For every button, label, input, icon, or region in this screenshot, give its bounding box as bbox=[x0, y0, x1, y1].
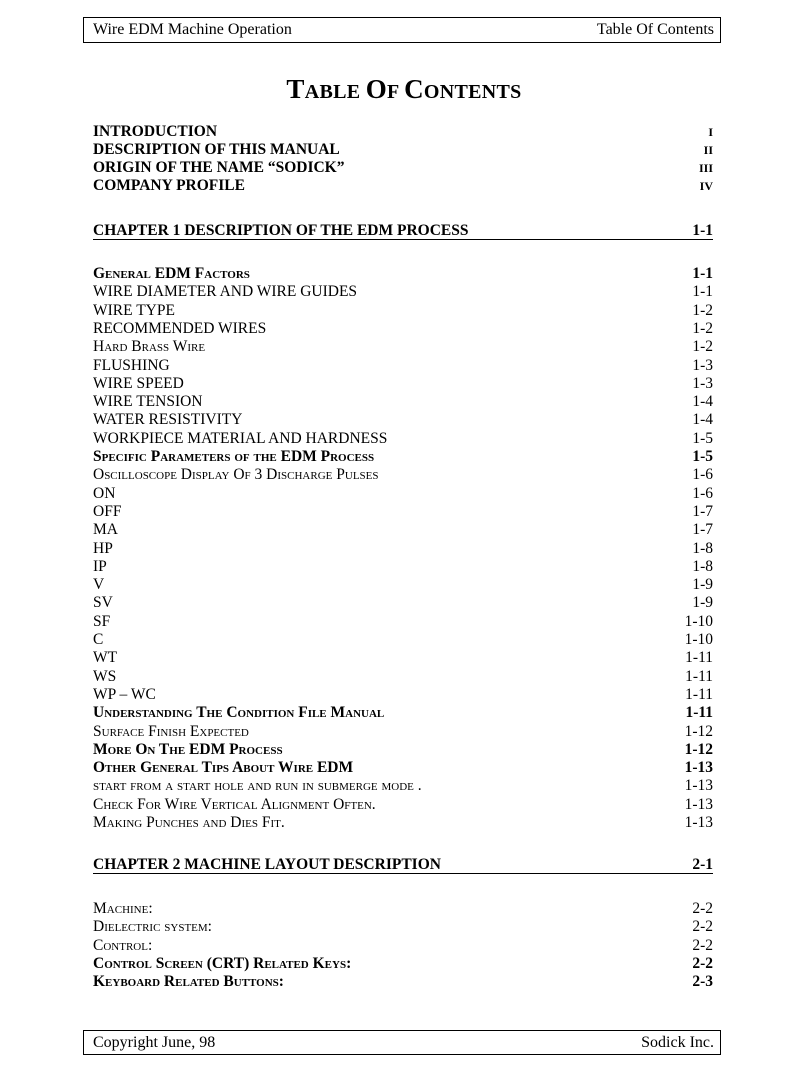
toc-entry-label: ORIGIN OF THE NAME “SODICK” bbox=[93, 159, 345, 176]
toc-entry-label: WT bbox=[93, 649, 118, 667]
toc-entry-label: MA bbox=[93, 521, 118, 539]
toc-entry-label: ON bbox=[93, 484, 116, 502]
toc-entry[interactable] bbox=[93, 265, 713, 283]
toc-entry[interactable] bbox=[93, 649, 713, 667]
toc-entry-origin[interactable] bbox=[93, 159, 713, 177]
toc-entry[interactable] bbox=[93, 955, 713, 973]
page-header bbox=[83, 17, 721, 43]
toc-entry-label: Dielectric system: bbox=[93, 918, 212, 936]
toc-entry[interactable] bbox=[93, 320, 713, 338]
toc-entry[interactable] bbox=[93, 741, 713, 759]
toc-entry[interactable] bbox=[93, 777, 713, 795]
toc-entry-page: 1-12 bbox=[684, 722, 713, 740]
toc-entry-label: WORKPIECE MATERIAL AND HARDNESS bbox=[93, 429, 388, 447]
toc-entry-label: WATER RESISTIVITY bbox=[93, 411, 243, 429]
toc-entry-label: WS bbox=[93, 667, 117, 685]
toc-entry-page: 1-10 bbox=[684, 631, 713, 648]
toc-entry-page: 1-2 bbox=[692, 319, 713, 337]
toc-entry[interactable] bbox=[93, 937, 713, 955]
toc-entry-page: 1-4 bbox=[692, 393, 713, 411]
toc-entry-label: HP bbox=[93, 539, 113, 557]
toc-entry-label: SV bbox=[93, 594, 113, 612]
toc-entry-label: General EDM Factors bbox=[93, 265, 250, 282]
header-left-text: Wire EDM Machine Operation bbox=[93, 21, 292, 38]
toc-entry-page: I bbox=[708, 125, 713, 139]
toc-entry[interactable] bbox=[93, 576, 713, 594]
toc-entry-page: II bbox=[703, 143, 713, 157]
header-right-text: Table Of Contents bbox=[596, 21, 714, 38]
toc-entry[interactable] bbox=[93, 704, 713, 722]
toc-entry-page: 2-2 bbox=[692, 954, 713, 972]
toc-entry-label: Other General Tips About Wire EDM bbox=[93, 759, 354, 777]
footer-left-text: Copyright June, 98 bbox=[93, 1034, 216, 1051]
toc-entry[interactable] bbox=[93, 796, 713, 814]
toc-entry-label: Surface Finish Expected bbox=[93, 722, 249, 740]
toc-entry-page: 1-6 bbox=[692, 484, 713, 502]
toc-entry-page: 1-2 bbox=[692, 301, 713, 319]
toc-entry[interactable] bbox=[93, 973, 713, 991]
toc-entry[interactable] bbox=[93, 723, 713, 741]
toc-entry-description[interactable] bbox=[93, 141, 713, 159]
toc-entry-page: 2-2 bbox=[692, 918, 713, 936]
toc-entry-label: IP bbox=[93, 557, 107, 575]
page-footer bbox=[83, 1030, 721, 1055]
toc-entry[interactable] bbox=[93, 411, 713, 429]
toc-entry-page: 1-2 bbox=[692, 338, 713, 356]
toc-entry[interactable] bbox=[93, 918, 713, 936]
toc-entry-label: FLUSHING bbox=[93, 356, 170, 374]
toc-entry-page: 1-13 bbox=[684, 777, 713, 795]
toc-entry[interactable] bbox=[93, 558, 713, 576]
toc-entry-page: IV bbox=[699, 179, 713, 193]
toc-entry[interactable] bbox=[93, 375, 713, 393]
toc-entry-page: 2-2 bbox=[692, 900, 713, 917]
toc-entry-label: Machine: bbox=[93, 900, 153, 917]
toc-chapter-page: 1-1 bbox=[692, 222, 713, 239]
toc-entry-introduction[interactable] bbox=[93, 123, 713, 141]
toc-entry-label: WIRE TYPE bbox=[93, 301, 175, 319]
toc-entry-page: 1-10 bbox=[684, 612, 713, 630]
toc-entry-page: III bbox=[698, 161, 713, 175]
toc-entry-label: Making Punches and Dies Fit. bbox=[93, 814, 285, 831]
toc-entry-label: start from a start hole and run in submerge mode . bbox=[93, 777, 422, 795]
page-title: TABLE OF CONTENTS bbox=[286, 74, 522, 104]
toc-entry-label: Control: bbox=[93, 936, 153, 954]
toc-chapter-1-heading[interactable] bbox=[93, 222, 713, 240]
toc-entry-label: INTRODUCTION bbox=[93, 123, 218, 140]
toc-entry[interactable] bbox=[93, 302, 713, 320]
toc-entry-label: Understanding The Condition File Manual bbox=[93, 704, 385, 722]
toc-entry-page: 1-5 bbox=[692, 429, 713, 447]
toc-entry-page: 1-1 bbox=[692, 283, 713, 301]
toc-chapter-page: 2-1 bbox=[692, 856, 713, 873]
toc-entry-page: 1-11 bbox=[685, 667, 713, 685]
toc-entry-page: 1-12 bbox=[684, 740, 713, 758]
toc-entry-label: Oscilloscope Display Of 3 Discharge Pulses bbox=[93, 466, 379, 484]
toc-entry-label: Keyboard Related Buttons: bbox=[93, 973, 284, 991]
toc-entry[interactable] bbox=[93, 631, 713, 649]
toc-chapter-label: CHAPTER 2 MACHINE LAYOUT DESCRIPTION bbox=[93, 856, 441, 873]
toc-entry[interactable] bbox=[93, 540, 713, 558]
toc-entry[interactable] bbox=[93, 430, 713, 448]
toc-entry[interactable] bbox=[93, 521, 713, 539]
toc-entry[interactable] bbox=[93, 448, 713, 466]
toc-entry-page: 1-3 bbox=[692, 356, 713, 374]
toc-entry-page: 1-5 bbox=[692, 448, 713, 465]
toc-entry-page: 1-1 bbox=[692, 265, 713, 282]
toc-entry-page: 1-13 bbox=[684, 795, 713, 813]
toc-entry[interactable] bbox=[93, 594, 713, 612]
toc-entry-label: COMPANY PROFILE bbox=[93, 177, 245, 194]
toc-entry-page: 1-7 bbox=[692, 521, 713, 539]
toc-entry[interactable] bbox=[93, 466, 713, 484]
toc-entry[interactable] bbox=[93, 485, 713, 503]
toc-entry-page: 1-11 bbox=[685, 649, 713, 667]
toc-entry[interactable] bbox=[93, 686, 713, 704]
toc-entry-page: 2-2 bbox=[692, 936, 713, 954]
toc-entry[interactable] bbox=[93, 283, 713, 301]
toc-entry-page: 1-9 bbox=[692, 594, 713, 612]
toc-chapter-label: CHAPTER 1 DESCRIPTION OF THE EDM PROCESS bbox=[93, 222, 469, 239]
toc-entry-page: 1-13 bbox=[684, 759, 713, 777]
toc-entry-page: 1-6 bbox=[692, 466, 713, 484]
toc-entry[interactable] bbox=[93, 759, 713, 777]
toc-entry-label: OFF bbox=[93, 502, 122, 520]
toc-entry[interactable] bbox=[93, 668, 713, 686]
toc-entry-label: Check For Wire Vertical Alignment Often. bbox=[93, 795, 376, 813]
toc-entry-label: Specific Parameters of the EDM Process bbox=[93, 448, 375, 465]
toc-entry-page: 1-7 bbox=[692, 502, 713, 520]
toc-entry[interactable] bbox=[93, 814, 713, 832]
toc-entry[interactable] bbox=[93, 503, 713, 521]
toc-entry-label: WP – WC bbox=[93, 685, 156, 703]
toc-entry-label: WIRE TENSION bbox=[93, 393, 203, 411]
toc-entry-page: 1-9 bbox=[692, 576, 713, 594]
toc-entry-label: WIRE DIAMETER AND WIRE GUIDES bbox=[93, 283, 358, 301]
toc-entry[interactable] bbox=[93, 613, 713, 631]
toc-entry-label: C bbox=[93, 631, 104, 648]
toc-entry-label: RECOMMENDED WIRES bbox=[93, 319, 267, 337]
toc-entry-label: DESCRIPTION OF THIS MANUAL bbox=[93, 141, 340, 158]
toc-entry[interactable] bbox=[93, 338, 713, 356]
toc-entry-label: V bbox=[93, 576, 105, 594]
toc-entry-page: 1-13 bbox=[684, 814, 713, 831]
toc-entry-page: 1-11 bbox=[685, 685, 713, 703]
toc-entry-label: SF bbox=[93, 612, 111, 630]
toc-entry[interactable] bbox=[93, 900, 713, 918]
toc-entry[interactable] bbox=[93, 393, 713, 411]
toc-entry-page: 1-8 bbox=[692, 539, 713, 557]
toc-entry-company-profile[interactable] bbox=[93, 177, 713, 195]
toc-chapter-2-heading[interactable] bbox=[93, 856, 713, 874]
toc-entry-page: 1-4 bbox=[692, 411, 713, 429]
toc-entry-label: More On The EDM Process bbox=[93, 740, 283, 758]
toc-entry-page: 1-8 bbox=[692, 557, 713, 575]
footer-right-text: Sodick Inc. bbox=[641, 1034, 714, 1051]
toc-entry-label: Control Screen (CRT) Related Keys: bbox=[93, 954, 352, 972]
toc-entry-label: Hard Brass Wire bbox=[93, 338, 206, 356]
toc-entry-page: 1-3 bbox=[692, 374, 713, 392]
toc-entry[interactable] bbox=[93, 357, 713, 375]
toc-entry-page: 1-11 bbox=[685, 704, 713, 722]
toc-entry-page: 2-3 bbox=[692, 973, 713, 991]
toc-entry-label: WIRE SPEED bbox=[93, 374, 184, 392]
